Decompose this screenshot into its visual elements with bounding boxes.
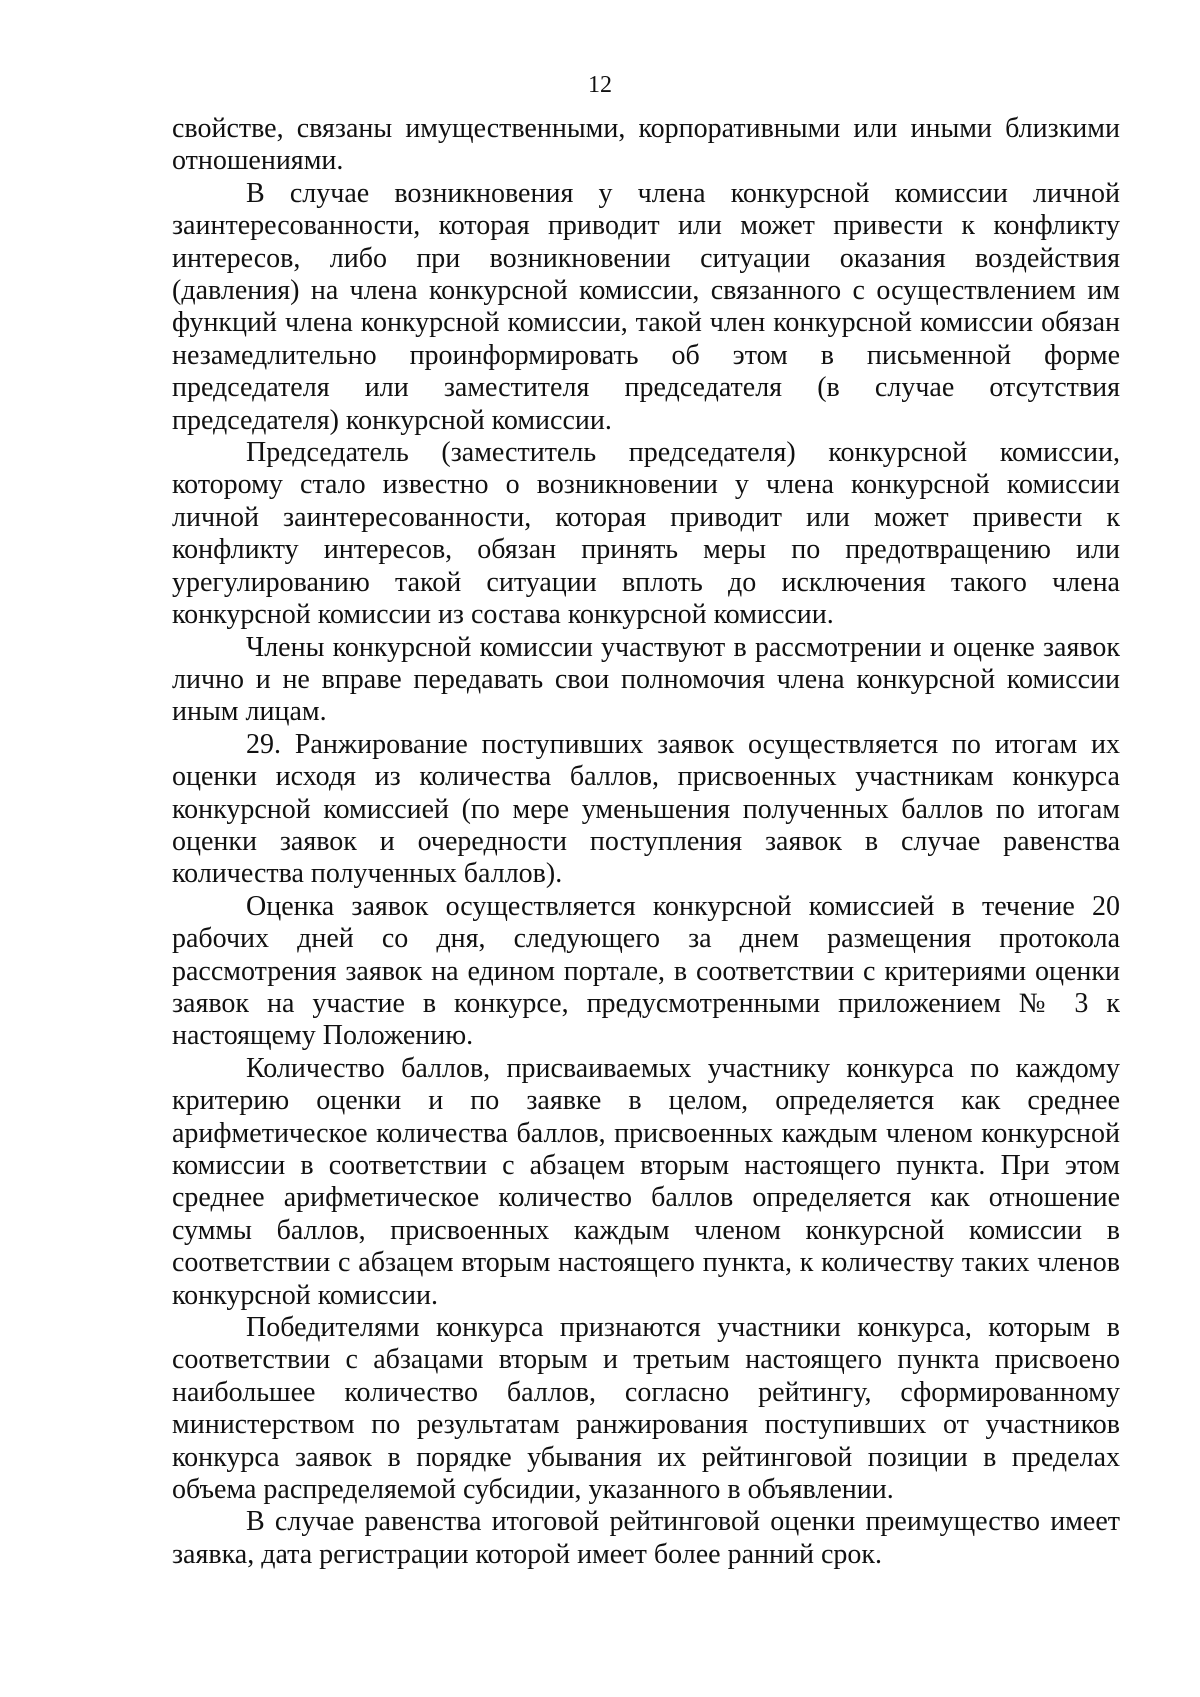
paragraph-equal-score-priority: В случае равенства итоговой рейтинговой оценки преимущество имеет заявка, дата регистрации которой имеет более ранний срок. (172, 1506, 1120, 1570)
paragraph-item-29-ranking: 29. Ранжирование поступивших заявок осуществляется по итогам их оценки исходя из количества баллов, присвоенных участникам конкурса конкурсной комиссией (по мере уменьшения полученных баллов по итогам оценки заявок и очередности поступления заявок в случае равенства количества полученных баллов). (172, 728, 1120, 890)
paragraph-winners: Победителями конкурса признаются участники конкурса, которым в соответствии с абзацами вторым и третьим настоящего пункта присвоено наибольшее количество баллов, согласно рейтингу, сформированному министерством по результатам ранжирования поступивших от участников конкурса заявок в порядке убывания их рейтинговой позиции в пределах объема распределяемой субсидии, указанного в объявлении. (172, 1312, 1120, 1506)
paragraph-chairman-measures: Председатель (заместитель председателя) конкурсной комиссии, которому стало известно о возникновении у члена конкурсной комиссии личной заинтересованности, которая приводит или может привести к конфликту интересов, обязан принять меры по предотвращению или урегулированию такой ситуации вплоть до исключения такого члена конкурсной комиссии из состава конкурсной комиссии. (172, 437, 1120, 631)
paragraph-continuation: свойстве, связаны имущественными, корпоративными или иными близкими отношениями. (172, 113, 1120, 177)
page-number: 12 (588, 72, 612, 98)
paragraph-score-calculation: Количество баллов, присваиваемых участнику конкурса по каждому критерию оценки и по заявке в целом, определяется как среднее арифметическое количества баллов, присвоенных каждым членом конкурсной комиссии в соответствии с абзацем вторым настоящего пункта. При этом среднее арифметическое количество баллов определяется как отношение суммы баллов, присвоенных каждым членом конкурсной комиссии в соответствии с абзацем вторым настоящего пункта, к количеству таких членов конкурсной комиссии. (172, 1052, 1120, 1311)
paragraph-members-personal-participation: Члены конкурсной комиссии участвуют в рассмотрении и оценке заявок лично и не вправе передавать свои полномочия члена конкурсной комиссии иным лицам. (172, 631, 1120, 728)
document-body (172, 113, 1120, 1571)
paragraph-conflict-of-interest: В случае возникновения у члена конкурсной комиссии личной заинтересованности, которая приводит или может привести к конфликту интересов, либо при возникновении ситуации оказания воздействия (давления) на члена конкурсной комиссии, связанного с осуществлением им функций члена конкурсной комиссии, такой член конкурсной комиссии обязан незамедлительно проинформировать об этом в письменной форме председателя или заместителя председателя (в случае отсутствия председателя) конкурсной комиссии. (172, 177, 1120, 436)
paragraph-evaluation-period: Оценка заявок осуществляется конкурсной комиссией в течение 20 рабочих дней со дня, следующего за днем размещения протокола рассмотрения заявок на едином портале, в соответствии с критериями оценки заявок на участие в конкурсе, предусмотренными приложением № 3 к настоящему Положению. (172, 890, 1120, 1052)
